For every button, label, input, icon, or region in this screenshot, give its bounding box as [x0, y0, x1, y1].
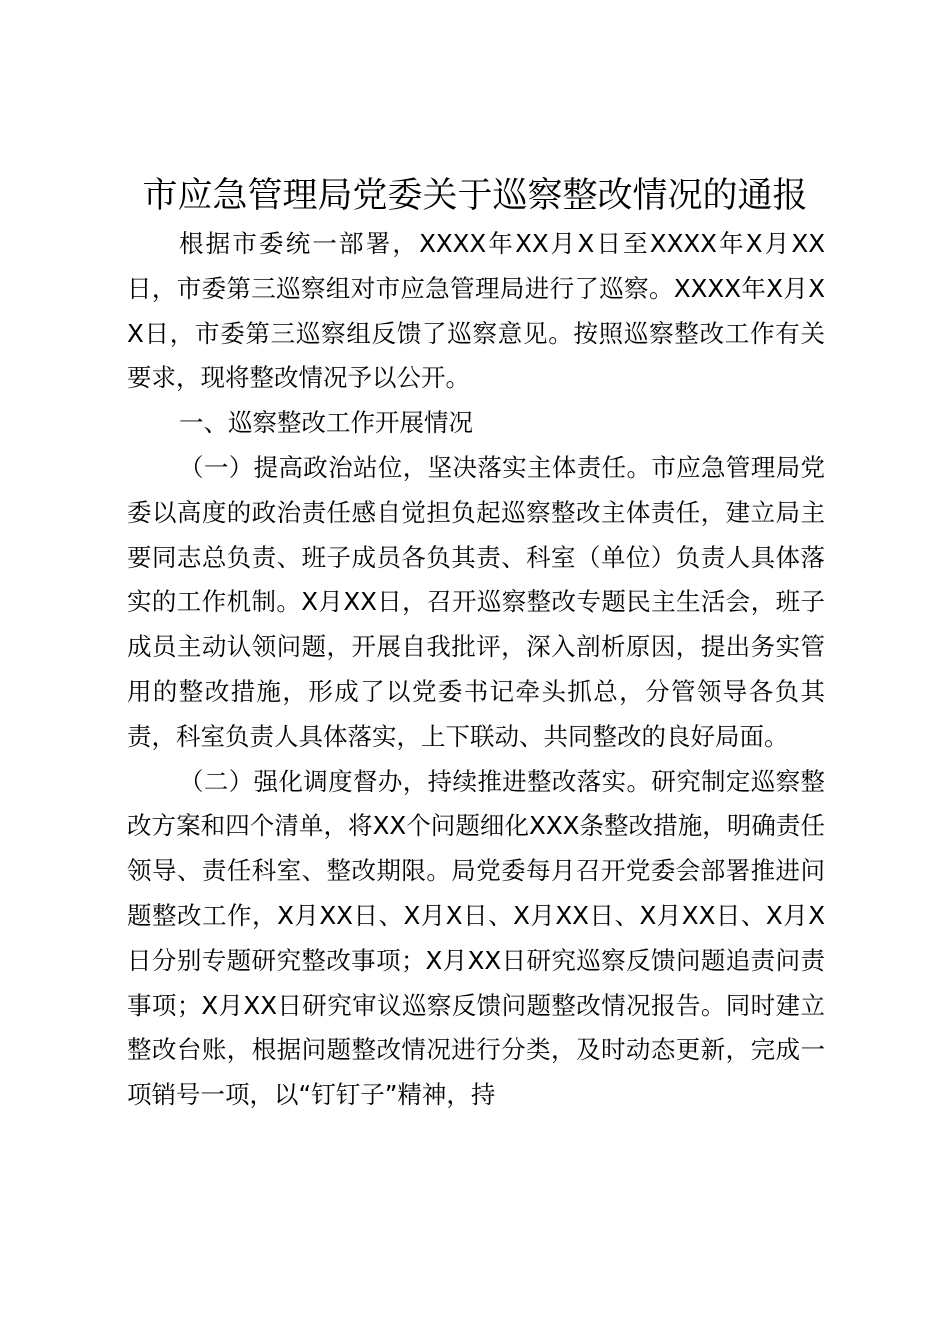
intro-paragraph: 根据市委统一部署，XXXX年XX月X日至XXXX年X月XX日，市委第三巡察组对市应急管理局进行了巡察。XXXX年X月XX日，市委第三巡察组反馈了巡察意见。按照巡察整改工作有关要求，现将整改情况予以公开。 — [127, 229, 825, 393]
document-body — [127, 222, 825, 1118]
body-paragraph: （一）提高政治站位，坚决落实主体责任。市应急管理局党委以高度的政治责任感自觉担负起巡察整改主体责任，建立局主要同志总负责、班子成员各负其责、科室（单位）负责人具体落实的工作机制。X月XX日，召开巡察整改专题民主生活会，班子成员主动认领问题，开展自我批评，深入剖析原因，提出务实管用的整改措施，形成了以党委书记牵头抓总，分管领导各负其责，科室负责人具体落实，上下联动、共同整改的良好局面。 — [127, 452, 825, 751]
document-title: 市应急管理局党委关于巡察整改情况的通报 — [142, 176, 808, 216]
body-paragraph: （二）强化调度督办，持续推进整改落实。研究制定巡察整改方案和四个清单，将XX个问题细化XXX条整改措施，明确责任领导、责任科室、整改期限。局党委每月召开党委会部署推进问题整改工作，X月XX日、X月X日、X月XX日、X月XX日、X月X日分别专题研究整改事项；X月XX日研究巡察反馈问题追责问责事项；X月XX日研究审议巡察反馈问题整改情况报告。同时建立整改台账，根据问题整改情况进行分类，及时动态更新，完成一项销号一项，以“钉钉子”精神，持 — [127, 766, 825, 1110]
section-heading: 一、巡察整改工作开展情况 — [179, 408, 473, 438]
